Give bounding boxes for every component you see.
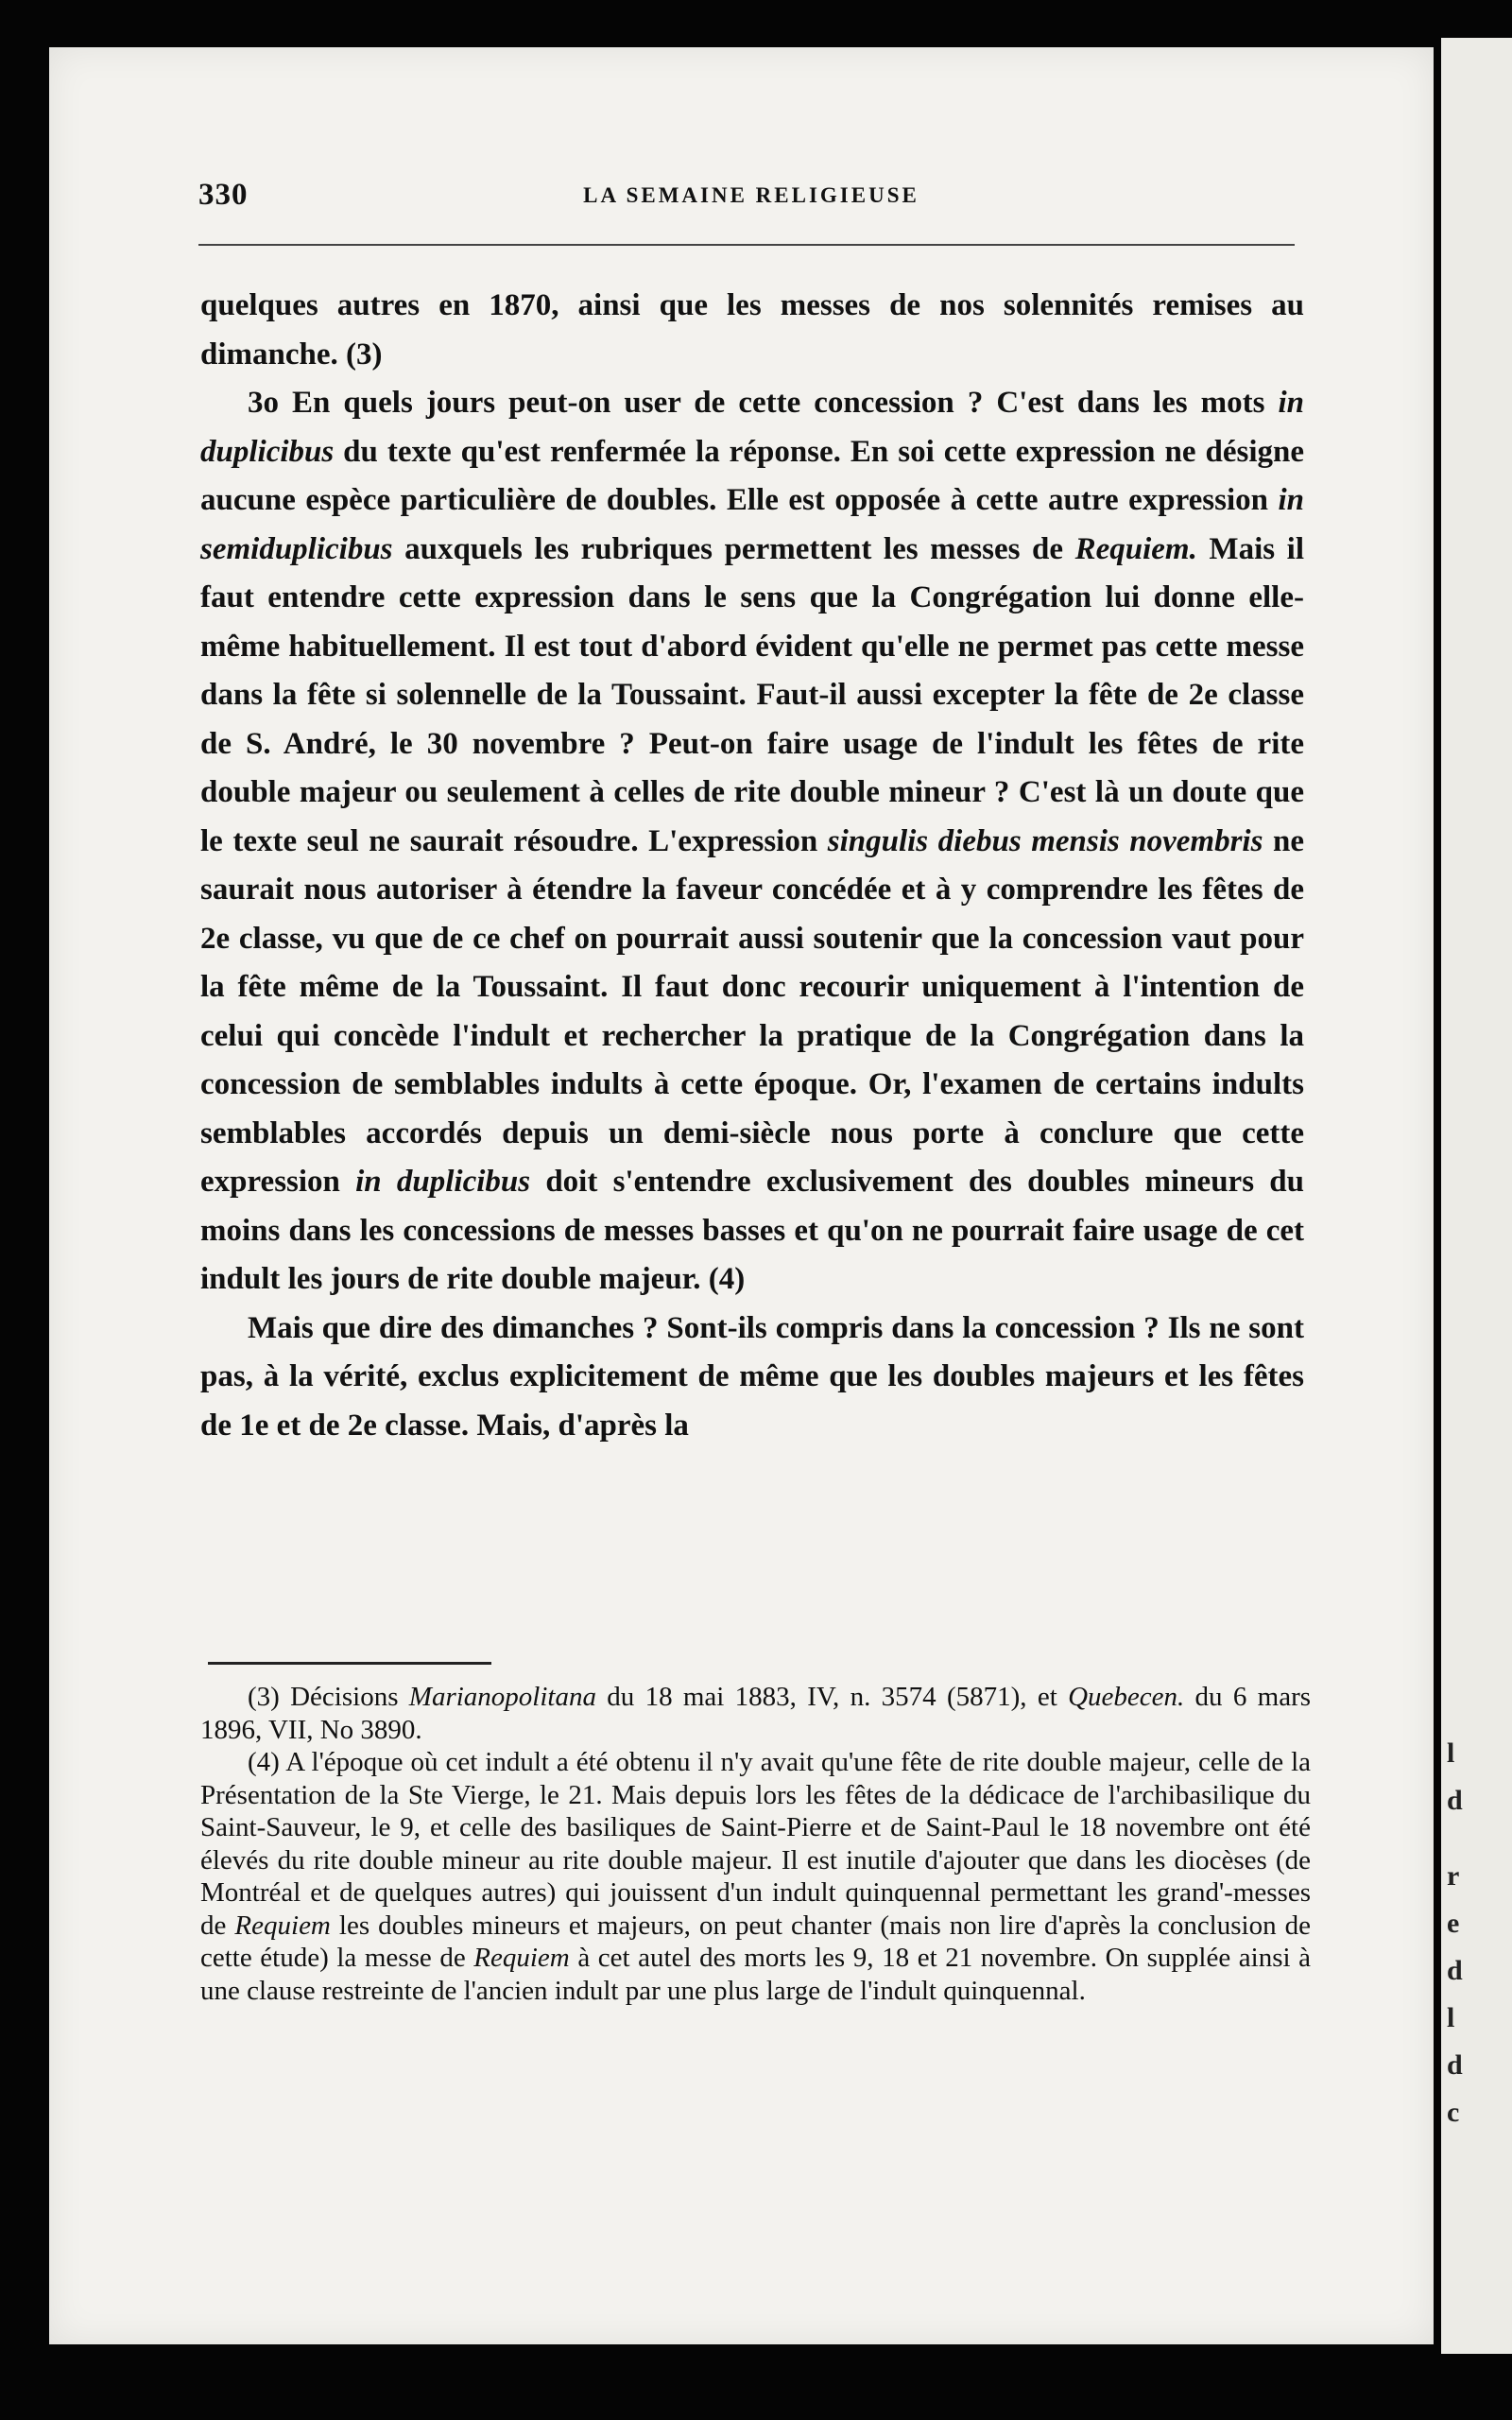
- adjacent-page-edge: [1441, 38, 1512, 2354]
- page-header: [198, 178, 1304, 216]
- footnotes: [200, 1681, 1311, 2007]
- header-rule: [198, 244, 1295, 246]
- footnote-rule: [208, 1662, 491, 1665]
- page-number: 330: [198, 178, 249, 212]
- adjacent-page-letters: l d r e d l d c: [1447, 1737, 1463, 2128]
- footnote-4: (4) A l'époque où cet indult a été obtenu il n'y avait qu'une fête de rite double majeur, celle de la Présentation de la Ste Vierge, le 21. Mais depuis lors les fêtes de la dédicace de l'archibasilique du Saint-Sauveur, le 9, et celle des basiliques de Saint-Pierre et de Saint-Paul le 18 novembre ont été élevés du rite double mineur au rite double majeur. Il est inutile d'ajouter que dans les diocèses (de Montréal et de quelques autres) qui jouissent d'un indult quinquennal permettant les grand'-messes de Requiem les doubles mineurs et majeurs, on peut chanter (mais non lire d'après la conclusion de cette étude) la messe de Requiem à cet autel des morts les 9, 18 et 21 novembre. On supplée ainsi à une clause restreinte de l'ancien indult par une plus large de l'indult quinquennal.: [200, 1747, 1311, 2006]
- paragraph-question-3: 3o En quels jours peut-on user de cette concession ? C'est dans les mots in duplicibus du texte qu'est renfermée la réponse. En soi cette expression ne désigne aucune espèce particulière de doubles. Elle est opposée à cette autre expression in semiduplicibus auxquels les rubriques permettent les messes de Requiem. Mais il faut entendre cette expression dans le sens que la Congrégation lui donne elle-même habituellement. Il est tout d'abord évident qu'elle ne permet pas cette messe dans la fête si solennelle de la Toussaint. Faut-il aussi excepter la fête de 2e classe de S. André, le 30 novembre ? Peut-on faire usage de l'indult les fêtes de rite double majeur ou seulement à celles de rite double mineur ? C'est là un doute que le texte seul ne saurait résoudre. L'expression singulis diebus mensis novembris ne saurait nous autoriser à étendre la faveur concédée et à y comprendre les fêtes de 2e classe, vu que de ce chef on pourrait aussi soutenir que la concession vaut pour la fête même de la Toussaint. Il faut donc recourir uniquement à l'intention de celui qui concède l'indult et rechercher la pratique de la Congrégation dans la concession de semblables indults à cette époque. Or, l'examen de certains indults semblables accordés depuis un demi-siècle nous porte à conclure que cette expression in duplicibus doit s'entendre exclusivement des doubles mineurs du moins dans les concessions de messes basses et qu'on ne pourrait faire usage de cet indult les jours de rite double majeur. (4): [200, 386, 1304, 1296]
- paragraph-continued: quelques autres en 1870, ainsi que les messes de nos solennités remises au dimanche. (3): [200, 288, 1304, 372]
- paragraph-sundays: Mais que dire des dimanches ? Sont-ils compris dans la concession ? Ils ne sont pas, à la vérité, exclus explicitement de même que les doubles majeurs et les fêtes de 1e et de 2e classe. Mais, d'après la: [200, 1310, 1304, 1443]
- running-head: LA SEMAINE RELIGIEUSE: [583, 183, 919, 207]
- footnote-3: (3) Décisions Marianopolitana du 18 mai 1883, IV, n. 3574 (5871), et Quebecen. du 6 mars 1896, VII, No 3890.: [200, 1682, 1312, 1745]
- main-text: [200, 282, 1304, 1450]
